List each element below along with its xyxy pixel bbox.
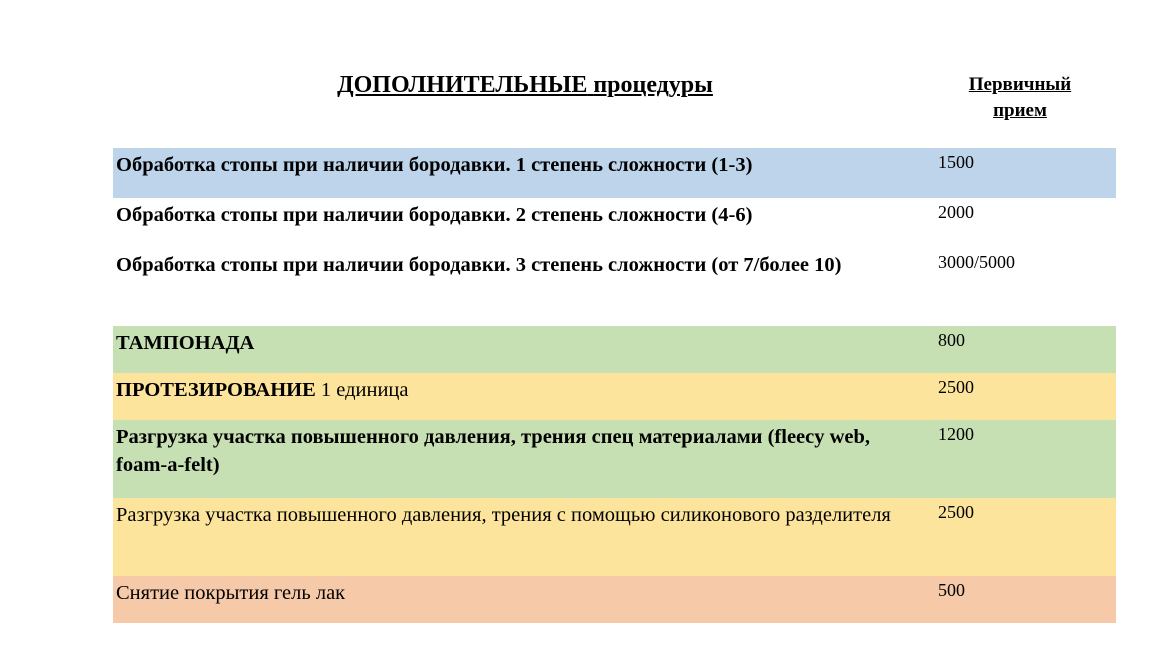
procedure-name [113,498,935,576]
table-row [113,420,1116,498]
procedure-name [113,576,935,623]
procedure-name [113,248,935,326]
procedure-price: 2500 [938,377,974,397]
procedure-name [113,326,935,373]
page-title [240,72,810,99]
column-header-primary-visit [940,72,1100,124]
procedure-price: 3000/5000 [938,252,1016,272]
procedure-name-bold: Обработка стопы при наличии бородавки. 2 степень сложности (4-6) [116,204,753,226]
title-caps: ДОПОЛНИТЕЛЬНЫЕ [337,72,588,98]
procedure-name-normal: Разгрузка участка повышенного давления, трения с помощью силиконового разделителя [116,504,891,526]
table-row [113,373,1116,420]
table-row [113,576,1116,623]
procedure-price: 2500 [938,502,974,522]
procedure-name-normal: Снятие покрытия гель лак [116,582,346,604]
price-table [113,148,1116,623]
table-row [113,198,1116,248]
procedure-name-bold: Обработка стопы при наличии бородавки. 3 степень сложности (от 7/более 10) [116,254,842,276]
procedure-price: 500 [938,580,965,600]
procedure-name-bold: ТАМПОНАДА [116,332,255,354]
procedure-price: 800 [938,330,965,350]
procedure-price: 1500 [938,152,974,172]
table-row [113,248,1116,326]
procedure-price: 1200 [938,424,974,444]
procedure-name [113,148,935,198]
procedure-name [113,198,935,248]
procedure-price: 2000 [938,202,974,222]
procedure-name-normal: 1 единица [315,379,409,401]
procedure-name [113,373,935,420]
procedure-name-bold: Разгрузка участка повышенного давления, трения спец материалами (fleecy web, foam-a-felt) [116,426,871,476]
column-header-line2: прием [993,100,1047,121]
procedure-name [113,420,935,498]
table-row [113,498,1116,576]
table-row [113,148,1116,198]
title-rest: процедуры [593,72,713,98]
table-row [113,326,1116,373]
procedure-name-bold: Обработка стопы при наличии бородавки. 1 степень сложности (1-3) [116,154,753,176]
procedure-name-bold: ПРОТЕЗИРОВАНИЕ [116,379,316,401]
column-header-line1: Первичный [968,74,1072,95]
